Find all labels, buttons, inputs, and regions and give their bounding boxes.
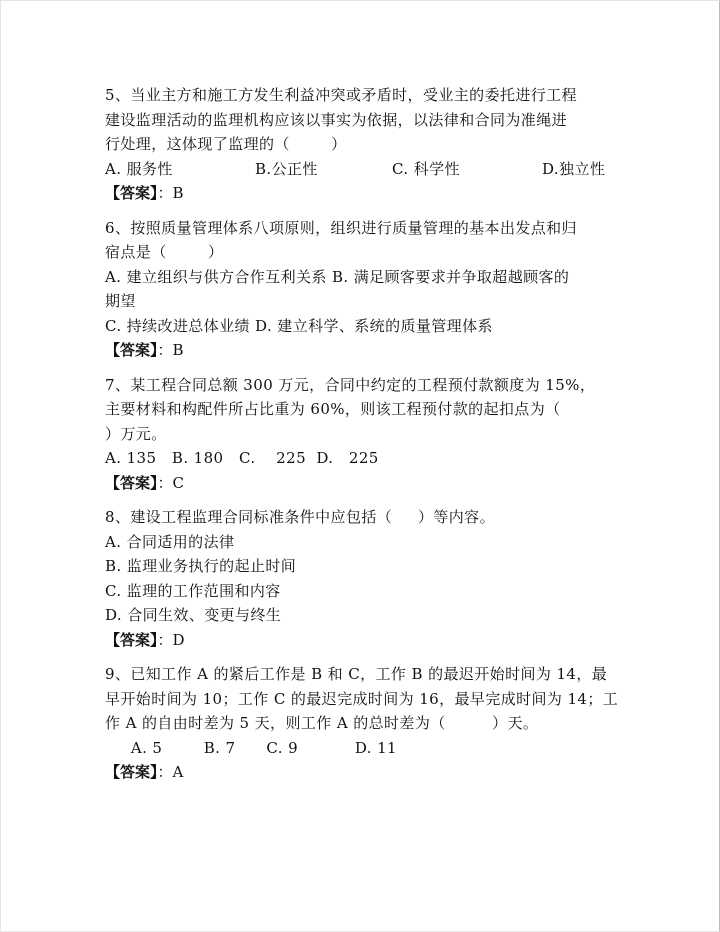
question-text-line: 建设监理活动的监理机构应该以事实为依据，以法律和合同为准绳进 xyxy=(105,110,568,129)
option-d: D.独立性 xyxy=(542,159,606,178)
option-line: B. 监理业务执行的起止时间 xyxy=(105,557,297,575)
option-line: C. 监理的工作范围和内容 xyxy=(105,581,281,600)
answer-separator: ： xyxy=(157,630,173,649)
option-line: A. 135 B. 180 C. 225 D. 225 xyxy=(105,449,379,467)
option-line: A. 5 B. 7 C. 9 D. 11 xyxy=(105,738,397,757)
question-text-line: 9、已知工作 A 的紧后工作是 B 和 C，工作 B 的最迟开始时间为 14，最 xyxy=(105,665,608,683)
options-row xyxy=(105,157,617,182)
answer-label: 【答案】 xyxy=(105,184,158,202)
option-b: B.公正性 xyxy=(255,159,318,178)
question-8 xyxy=(105,505,617,652)
answer-line xyxy=(105,338,617,363)
answer-value: A xyxy=(172,763,184,781)
option-line: 期望 xyxy=(105,292,136,310)
answer-separator: ： xyxy=(157,341,173,359)
answer-separator: ： xyxy=(157,763,173,781)
option-c: C. 科学性 xyxy=(392,159,460,178)
answer-label: 【答案】 xyxy=(105,630,158,649)
question-text-line: 7、某工程合同总额 300 万元，合同中约定的工程预付款额度为 15%， xyxy=(105,375,596,394)
answer-separator: ： xyxy=(157,473,173,492)
answer-label: 【答案】 xyxy=(105,473,158,492)
answer-line xyxy=(105,760,617,785)
document-body xyxy=(105,83,617,785)
answer-value: D xyxy=(172,630,185,649)
question-text-line: 早开始时间为 10；工作 C 的最迟完成时间为 16，最早完成时间为 14；工 xyxy=(105,689,619,708)
question-9 xyxy=(105,662,617,785)
answer-value: C xyxy=(172,473,185,492)
option-a: A. 服务性 xyxy=(105,159,173,178)
option-line: A. 合同适用的法律 xyxy=(105,532,235,551)
question-7 xyxy=(105,373,617,496)
question-text-line: ）万元。 xyxy=(105,424,167,443)
answer-value: B xyxy=(172,184,184,202)
question-text-line: 作 A 的自由时差为 5 天，则工作 A 的总时差为（ ）天。 xyxy=(105,714,539,732)
answer-value: B xyxy=(172,341,184,359)
question-text-line: 5、当业主方和施工方发生利益冲突或矛盾时，受业主的委托进行工程 xyxy=(105,86,577,104)
option-line: C. 持续改进总体业绩 D. 建立科学、系统的质量管理体系 xyxy=(105,316,493,335)
answer-label: 【答案】 xyxy=(105,341,158,359)
question-text-line: 行处理，这体现了监理的（ ） xyxy=(105,135,347,153)
answer-label: 【答案】 xyxy=(105,763,158,781)
question-text-line: 8、建设工程监理合同标准条件中应包括（ ）等内容。 xyxy=(105,508,495,526)
answer-line xyxy=(105,471,617,496)
question-6 xyxy=(105,216,617,363)
answer-line xyxy=(105,181,617,206)
answer-separator: ： xyxy=(157,184,173,202)
question-text-line: 主要材料和构配件所占比重为 60%，则该工程预付款的起扣点为（ xyxy=(105,400,561,418)
question-5 xyxy=(105,83,617,206)
option-line: D. 合同生效、变更与终生 xyxy=(105,606,282,624)
question-text-line: 6、按照质量管理体系八项原则，组织进行质量管理的基本出发点和归 xyxy=(105,218,577,237)
question-text-line: 宿点是（ ） xyxy=(105,243,224,261)
answer-line xyxy=(105,628,617,653)
option-line: A. 建立组织与供方合作互利关系 B. 满足顾客要求并争取超越顾客的 xyxy=(105,267,570,286)
